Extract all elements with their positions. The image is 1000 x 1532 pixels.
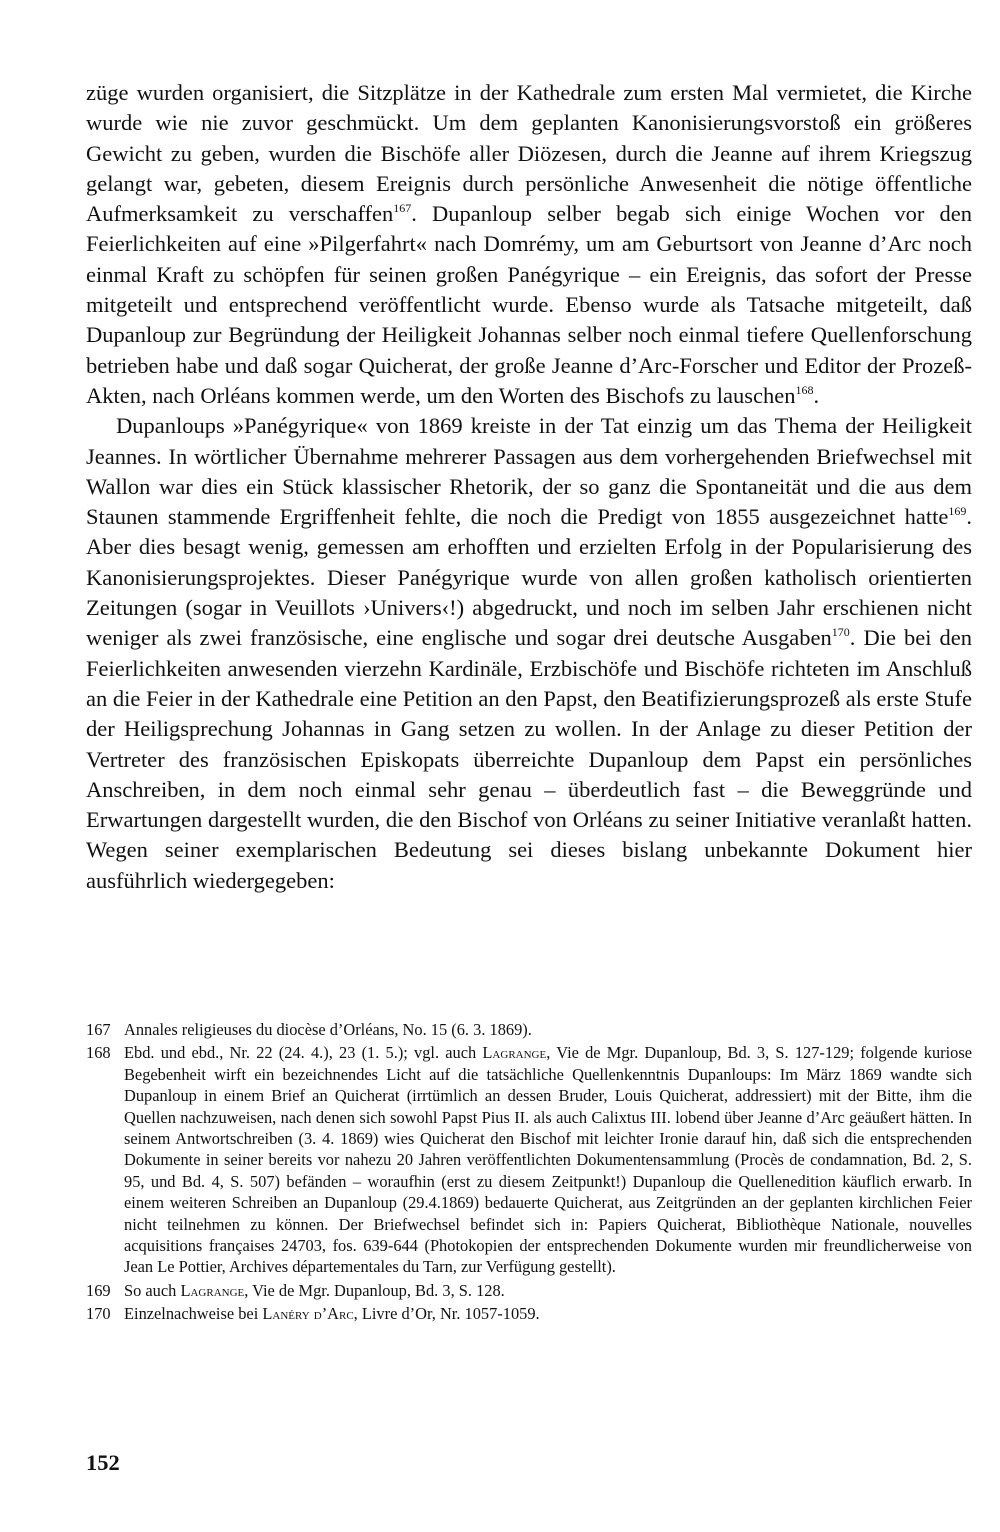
footnote-reference: 168 bbox=[795, 382, 814, 397]
footnote-167 bbox=[86, 1019, 972, 1040]
page-number: 152 bbox=[86, 1450, 120, 1475]
footnote-number: 170 bbox=[86, 1304, 111, 1324]
paragraph-1: züge wurden organisiert, die Sitzplätze in der Kathedrale zum ersten Mal vermietet, die Kirche wurde wie nie zuvor geschmückt. Um dem geplanten Kanonisierungsvorstoß ein größeres Gewicht zu geben, wurden die Bischöfe aller Diözesen, durch die Jeanne auf ihrem Kriegszug gelangt war, gebeten, diesem Ereignis durch persönliche Anwesenheit die nötige öffentliche Aufmerksamkeit zu verschaffen$^{167}$. Dupanloup selber begab sich einige Wochen vor den Feierlichkeiten auf eine »Pilgerfahrt« nach Domrémy, um am Geburtsort von Jeanne d’Arc noch einmal Kraft zu schöpfen für seinen großen Panégyrique – ein Ereignis, das sofort der Presse mitgeteilt und entsprechend veröffentlicht wurde. Ebenso wurde als Tatsache mitgeteilt, daß Dupanloup zur Begründung der Heiligkeit Johannas selber noch einmal tiefere Quellenforschung betrieben habe und daß sogar Quicherat, der große Jeanne d’Arc-Forscher und Editor der Prozeß-Akten, nach Orléans kommen werde, um den Worten des Bischofs zu lauschen$^{168}$. bbox=[86, 80, 973, 408]
author-name: Lagrange bbox=[482, 1043, 547, 1063]
footnote-169 bbox=[86, 1280, 972, 1301]
footnote-text: So auch Lagrange, Vie de Mgr. Dupanloup, Bd. 3, S. 128. bbox=[124, 1280, 505, 1300]
footnote-168 bbox=[86, 1042, 972, 1277]
author-name: Lagrange bbox=[180, 1280, 245, 1300]
footnote-reference: 169 bbox=[948, 504, 967, 519]
footnote-number: 167 bbox=[86, 1020, 111, 1039]
footnote-reference: 167 bbox=[393, 201, 412, 216]
footnote-number: 169 bbox=[86, 1280, 111, 1300]
footnote-reference: 170 bbox=[831, 625, 850, 640]
footnote-text: Einzelnachweise bei Lanéry d’Arc, Livre d’Or, Nr. 1057-1059. bbox=[124, 1304, 540, 1324]
footnote-170 bbox=[86, 1303, 972, 1324]
footnote-text: Ebd. und ebd., Nr. 22 (24. 4.), 23 (1. 5.); vgl. auch Lagrange, Vie de Mgr. Dupanloup, Bd. 3, S. 127-129; folgende kuriose Begebenheit wirft ein bezeichnendes Licht auf die tatsächliche Quellenkenntnis Dupanloups: Im März 1869 wandte sich Dupanloup in einem Brief an Quicherat (irrtümlich an dessen Bruder, Louis Quicherat, addressiert) mit der Bitte, ihm die Quellen nachzuweisen, nach denen sich sowohl Papst Pius II. als auch Calixtus III. lobend über Jeanne d’Arc geäußert hätten. In seinem Antwortschreiben (3. 4. 1869) wies Quicherat den Bischof mit leichter Ironie darauf hin, daß sich die entsprechenden Dokumente in seiner bereits vor nahezu 20 Jahren veröffentlichten Dokumentensammlung (Procès de condamnation, Bd. 2, S. 95, und Bd. 4, S. 507) befänden – woraufhin (erst zu diesem Zeitpunkt!) Dupanloup die Quellenedition käuflich erwarb. In einem weiteren Schreiben an Dupanloup (29.4.1869) bedauerte Quicherat, aus Zeitgründen an der geplanten kirchlichen Feier nicht teilnehmen zu können. Der Briefwechsel befindet sich in: Papiers Quicherat, Bibliothèque Nationale, nouvelles acquisitions françaises 24703, fos. 639-644 (Photokopien der entsprechenden Dokumente wurden mir freundlicherweise von Jean Le Pottier, Archives départementales du Tarn, zur Verfügung gestellt). bbox=[124, 1043, 973, 1277]
author-name: Lanéry d’Arc bbox=[262, 1304, 354, 1324]
footnote-text: Annales religieuses du diocèse d’Orléans, No. 15 (6. 3. 1869). bbox=[124, 1020, 532, 1039]
footnotes bbox=[86, 1019, 972, 1327]
paragraph-2: Dupanloups »Panégyrique« von 1869 kreiste in der Tat einzig um das Thema der Heiligkeit Jeannes. In wörtlicher Übernahme mehrerer Passagen aus dem vorhergehenden Briefwechsel mit Wallon war dies ein Stück klassischer Rhetorik, der so ganz die Spontaneität und die aus dem Staunen stammende Ergriffenheit fehlte, die noch die Predigt von 1855 ausgezeichnet hatte$^{169}$. Aber dies besagt wenig, gemessen am erhofften und erzielten Erfolg in der Popularisierung des Kanonisierungsprojektes. Dieser Panégyrique wurde von allen großen katholisch orientierten Zeitungen (sogar in Veuillots ›Univers‹!) abgedruckt, und noch im selben Jahr erschienen nicht weniger als zwei französische, eine englische und sogar drei deutsche Ausgaben$^{170}$. Die bei den Feierlichkeiten anwesenden vierzehn Kardinäle, Erzbischöfe und Bischöfe richteten im Anschluß an die Feier in der Kathedrale eine Petition an den Papst, den Beatifizierungsprozeß als erste Stufe der Heiligsprechung Johannas in Gang setzen zu wollen. In der Anlage zu dieser Petition der Vertreter des französischen Episkopats überreichte Dupanloup dem Papst ein persönliches Anschreiben, in dem noch einmal sehr genau – überdeutlich fast – die Beweggründe und Erwartungen dargestellt wurden, die den Bischof von Orléans zu seiner Initiative veranlaßt hatten. Wegen seiner exemplarischen Bedeutung sei dieses bislang unbekannte Dokument hier ausführlich wiedergegeben: bbox=[86, 413, 972, 893]
footnote-number: 168 bbox=[86, 1043, 111, 1063]
main-text bbox=[86, 78, 972, 896]
